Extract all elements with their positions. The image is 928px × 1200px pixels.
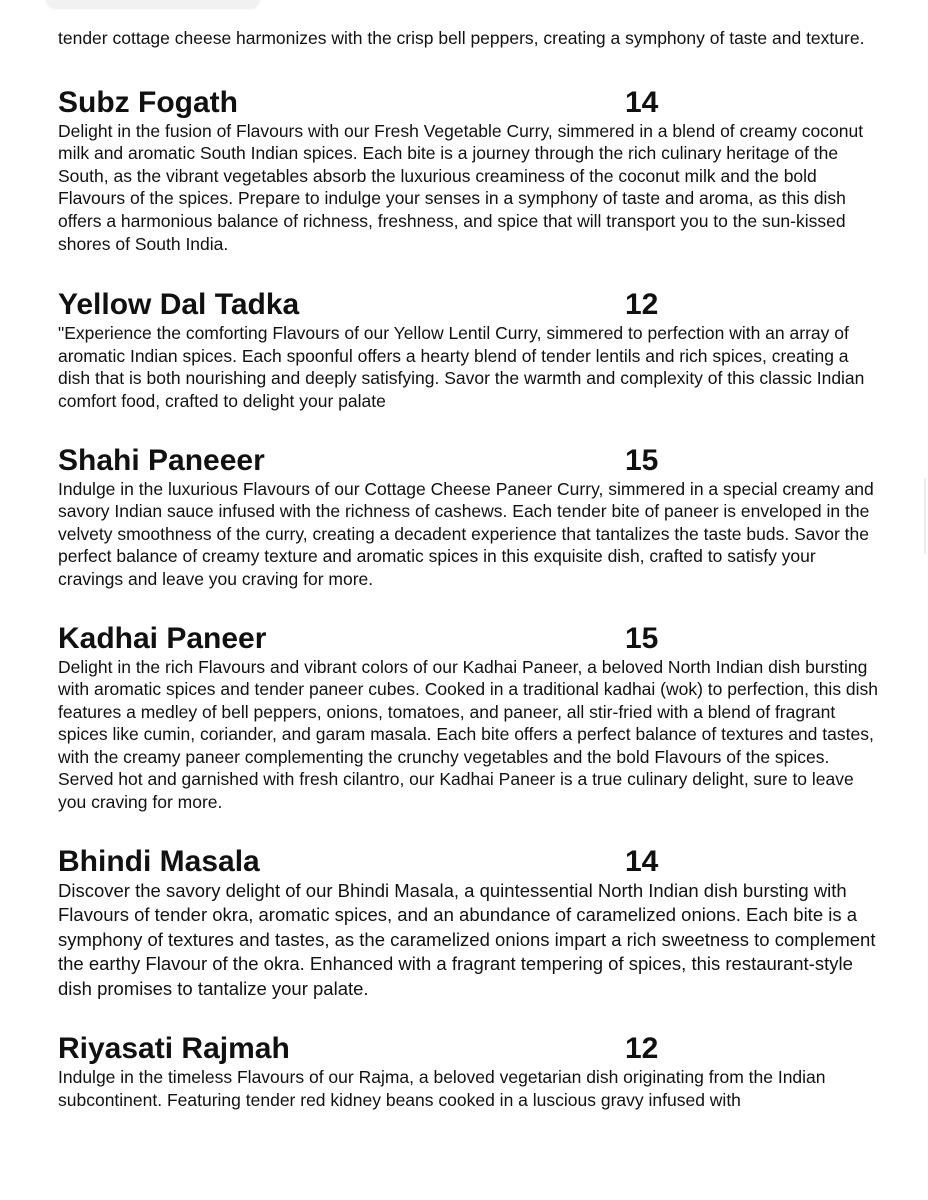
dish-description: Indulge in the timeless Flavours of our Rajma, a beloved vegetarian dish originating from the Indian subcontinent. Featuring tender red kidney beans cooked in a luscious gravy infused with xyxy=(58,1067,826,1110)
menu-item-bhindi-masala xyxy=(58,845,880,1002)
dish-price: 14 xyxy=(625,85,659,119)
menu-item-header xyxy=(58,622,880,656)
menu-item-yellow-dal-tadka xyxy=(58,288,880,412)
dish-name: Kadhai Paneer xyxy=(58,621,267,655)
dish-price: 15 xyxy=(625,621,659,655)
menu-item-kadhai-paneer xyxy=(58,622,880,814)
dish-description: Indulge in the luxurious Flavours of our Cottage Cheese Paneer Curry, simmered in a special creamy and savory Indian sauce infused with the richness of cashews. Each tender bite of paneer is enveloped in the velvety smoothness of the curry, creating a decadent experience that tantalizes the taste buds. Savor the perfect balance of creamy texture and aromatic spices in this exquisite dish, crafted to satisfy your cravings and leave you craving for more. xyxy=(58,478,874,589)
dish-price: 15 xyxy=(625,443,659,477)
dish-description: Discover the savory delight of our Bhindi Masala, a quintessential North Indian dish bursting with Flavours of tender okra, aromatic spices, and an abundance of caramelized onions. Each bite is a symphony of textures and tastes, as the caramelized onions impart a rich sweetness to complement the earthy Flavour of the okra. Enhanced with a fragrant tempering of spices, this restaurant-style dish promises to tantalize your palate. xyxy=(58,879,876,999)
menu-page xyxy=(58,27,880,1111)
dish-name: Shahi Paneeer xyxy=(58,443,265,477)
menu-item-header xyxy=(58,845,880,879)
menu-item-header xyxy=(58,86,880,120)
menu-item-header xyxy=(58,444,880,478)
menu-item-riyasati-rajmah xyxy=(58,1032,880,1111)
menu-item-shahi-paneeer xyxy=(58,444,880,591)
menu-item-subz-fogath xyxy=(58,86,880,256)
dish-price: 12 xyxy=(625,288,659,322)
dish-name: Riyasati Rajmah xyxy=(58,1032,290,1066)
menu-item-header xyxy=(58,1032,880,1066)
dish-name: Bhindi Masala xyxy=(58,844,260,878)
dish-description: Delight in the fusion of Flavours with our Fresh Vegetable Curry, simmered in a blend of creamy coconut milk and aromatic South Indian spices. Each bite is a journey through the rich culinary heritage of the South, as the vibrant vegetables absorb the luxurious creaminess of the coconut milk and the bold Flavours of the spices. Prepare to indulge your senses in a symphony of taste and aroma, as this dish offers a harmonious balance of richness, freshness, and spice that will transport you to the sun-kissed shores of South India. xyxy=(58,120,864,254)
dish-price: 14 xyxy=(625,844,659,878)
dish-description: Delight in the rich Flavours and vibrant colors of our Kadhai Paneer, a beloved North Indian dish bursting with aromatic spices and tender paneer cubes. Cooked in a traditional kadhai (wok) to perfection, this dish features a medley of bell peppers, onions, tomatoes, and paneer, all stir-fried with a blend of fragrant spices like cumin, coriander, and garam masala. Each bite offers a perfect balance of textures and tastes, with the creamy paneer complementing the crunchy vegetables and the bold Flavours of the spices. Served hot and garnished with fresh cilantro, our Kadhai Paneer is a true culinary delight, sure to leave you craving for more. xyxy=(58,656,879,813)
dish-name: Yellow Dal Tadka xyxy=(58,288,300,322)
top-tab-edge xyxy=(46,0,260,8)
dish-description: "Experience the comforting Flavours of our Yellow Lentil Curry, simmered to perfection with an array of aromatic Indian spices. Each spoonful offers a hearty blend of tender lentils and rich spices, creating a dish that is both nourishing and deeply satisfying. Savor the warmth and complexity of this classic Indian comfort food, crafted to delight your palate xyxy=(58,323,865,411)
scrollbar-edge[interactable] xyxy=(924,478,926,554)
dish-name: Subz Fogath xyxy=(58,85,238,119)
continued-description: tender cottage cheese harmonizes with the crisp bell peppers, creating a symphony of taste and texture. xyxy=(58,28,865,48)
dish-price: 12 xyxy=(625,1032,659,1066)
menu-item-header xyxy=(58,288,880,322)
